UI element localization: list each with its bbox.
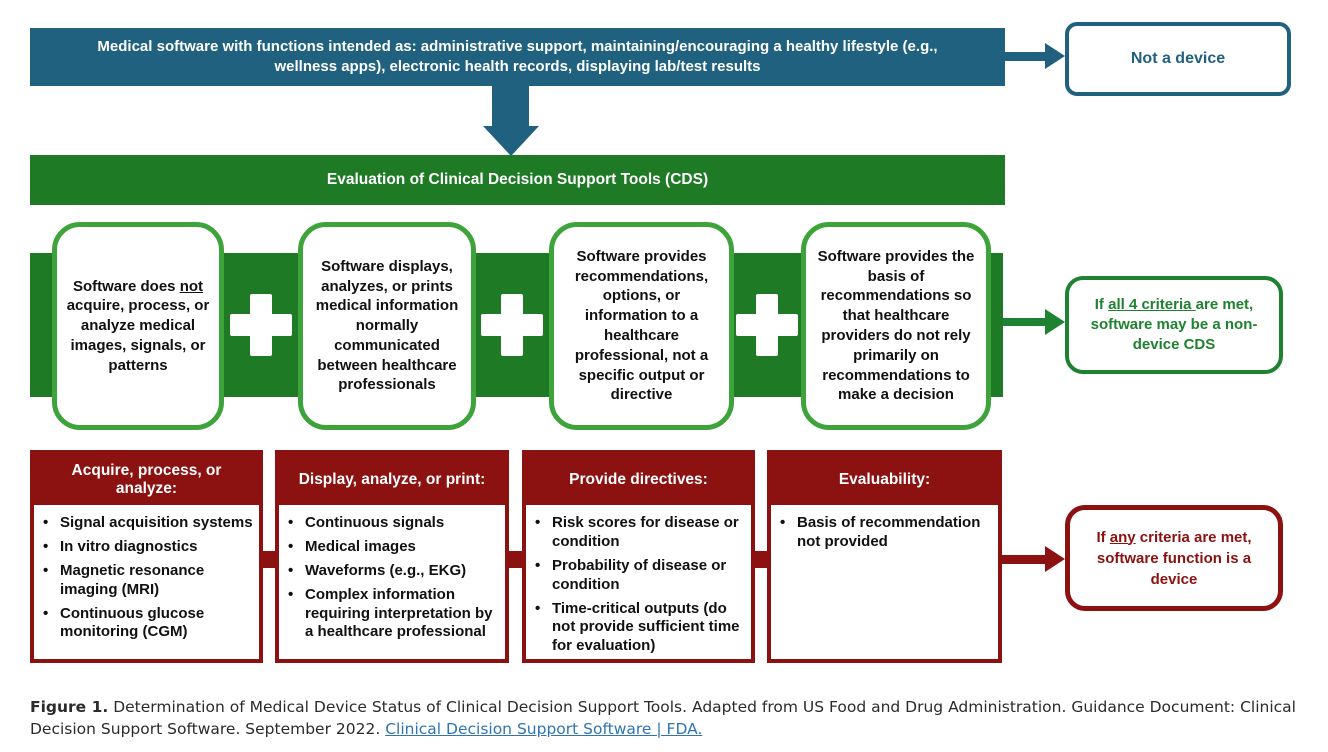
criterion-box-2 <box>298 222 476 430</box>
right-arrow-red-icon <box>1002 555 1047 564</box>
criterion-box-1 <box>52 222 224 430</box>
list-item: • Continuous signals <box>305 514 501 533</box>
device-box-directives-title: Provide directives: <box>526 454 751 505</box>
list-item: • Magnetic resonance imaging (MRI) <box>60 562 255 600</box>
criterion-box-3 <box>549 222 734 430</box>
plus-icon <box>736 294 798 356</box>
down-arrow-head-icon <box>483 126 539 156</box>
list-item: • Signal acquisition systems <box>60 514 255 533</box>
list-item: • Waveforms (e.g., EKG) <box>305 562 501 581</box>
cds-header-text: Evaluation of Clinical Decision Support Tools (CDS) <box>326 171 709 188</box>
right-arrow-red-head-icon <box>1045 546 1065 572</box>
device-box-acquire-list <box>36 514 255 642</box>
list-item: • In vitro diagnostics <box>60 538 255 557</box>
criterion-2-text: Software displays, analyzes, or prints medical information normally communicated between healthcare professionals <box>315 257 459 394</box>
red-connector <box>260 551 278 568</box>
plus-icon <box>230 294 292 356</box>
list-item: • Probability of disease or condition <box>552 557 747 595</box>
device-box-display <box>275 450 509 663</box>
device-box-display-list <box>281 514 501 642</box>
list-item: • Basis of recommendation not provided <box>797 514 994 552</box>
cds-header-bar <box>30 155 1005 205</box>
top-source-text: Medical software with functions intended as: administrative support, maintaining/encouraging a healthy lifestyle (e.g., wellness apps), electronic health records, displaying lab/test results <box>97 37 938 75</box>
red-connector <box>506 551 525 568</box>
right-arrow-green-icon <box>1003 318 1047 326</box>
device-box-acquire <box>30 450 263 663</box>
criterion-box-4 <box>801 222 991 430</box>
list-item: • Time-critical outputs (do not provide sufficient time for evaluation) <box>552 600 747 657</box>
figure-caption-text: Determination of Medical Device Status of Clinical Decision Support Tools. Adapted from US Food and Drug Administration. Guidance Document: Clinical Decision Support Software. September 2022. <box>30 698 1296 738</box>
criterion-4-text: Software provides the basis of recommendations so that healthcare providers do not rely primarily on recommendations to make a decision <box>817 247 975 404</box>
device-box-evaluability-list <box>773 514 994 552</box>
device-outcome-text: If any criteria are met, software function is a device <box>1096 528 1252 588</box>
list-item: • Complex information requiring interpretation by a healthcare professional <box>305 586 501 643</box>
right-arrow-blue-icon <box>1005 52 1047 61</box>
down-arrow-shaft-icon <box>492 85 529 128</box>
not-a-device-box <box>1065 22 1291 96</box>
figure-caption <box>30 697 1305 740</box>
list-item: • Continuous glucose monitoring (CGM) <box>60 605 255 643</box>
device-box-directives <box>522 450 755 663</box>
device-box-evaluability <box>767 450 1002 663</box>
red-connector <box>752 551 770 568</box>
not-a-device-label: Not a device <box>1130 50 1226 67</box>
top-source-box <box>30 28 1005 86</box>
list-item: • Medical images <box>305 538 501 557</box>
device-outcome-box <box>1065 505 1283 611</box>
plus-icon <box>481 294 543 356</box>
non-device-outcome-box <box>1065 276 1283 374</box>
criterion-1-text: Software does not acquire, process, or analyze medical images, signals, or patterns <box>66 277 210 374</box>
non-device-outcome-text: If all 4 criteria are met, software may be a non-device CDS <box>1090 295 1258 354</box>
criterion-3-text: Software provides recommendations, options, or information to a healthcare professional, not a specific output or directive <box>574 247 709 404</box>
right-arrow-blue-head-icon <box>1045 43 1065 69</box>
device-box-acquire-title: Acquire, process, or analyze: <box>34 454 259 505</box>
device-box-directives-list <box>528 514 747 656</box>
figure-caption-label: Figure 1. <box>30 698 109 716</box>
list-item: • Risk scores for disease or condition <box>552 514 747 552</box>
fda-link[interactable]: Clinical Decision Support Software | FDA. <box>385 719 703 738</box>
device-box-evaluability-title: Evaluability: <box>771 454 998 505</box>
right-arrow-green-head-icon <box>1045 309 1065 335</box>
device-box-display-title: Display, analyze, or print: <box>279 454 505 505</box>
